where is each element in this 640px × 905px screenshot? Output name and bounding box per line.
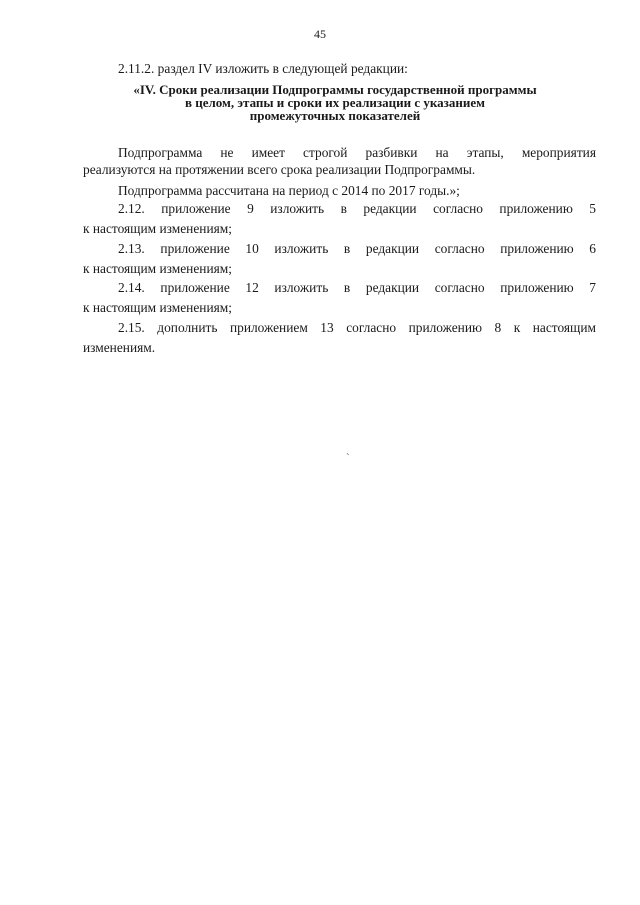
- section-heading-line-3: промежуточных показателей: [249, 108, 421, 123]
- section-heading-line-1: «IV. Сроки реализации Подпрограммы государственной программы: [133, 82, 537, 97]
- paragraph-2: Подпрограмма рассчитана на период с 2014 по 2017 годы.»;: [118, 183, 460, 198]
- stray-mark: `: [346, 452, 350, 464]
- intro-paragraph: 2.11.2. раздел IV изложить в следующей редакции:: [118, 61, 408, 76]
- item-2-12-line-1: 2.12. приложение 9 изложить в редакции согласно приложению 5: [118, 201, 596, 216]
- item-2-14-line-1: 2.14. приложение 12 изложить в редакции согласно приложению 7: [118, 280, 596, 295]
- item-2-15-line-2: изменениям.: [83, 340, 156, 355]
- paragraph-1-line-1: Подпрограмма не имеет строгой разбивки на этапы, мероприятия: [118, 145, 596, 160]
- paragraph-1-line-2: реализуются на протяжении всего срока реализации Подпрограммы.: [83, 162, 476, 177]
- item-2-12-line-2: к настоящим изменениям;: [83, 221, 232, 236]
- item-2-13-line-1: 2.13. приложение 10 изложить в редакции согласно приложению 6: [118, 241, 596, 256]
- item-2-14-line-2: к настоящим изменениям;: [83, 300, 232, 315]
- section-heading-line-2: в целом, этапы и сроки их реализации с указанием: [184, 95, 485, 110]
- item-2-15-line-1: 2.15. дополнить приложением 13 согласно приложению 8 к настоящим: [118, 320, 596, 335]
- page-number: 45: [314, 27, 326, 41]
- item-2-13-line-2: к настоящим изменениям;: [83, 261, 232, 276]
